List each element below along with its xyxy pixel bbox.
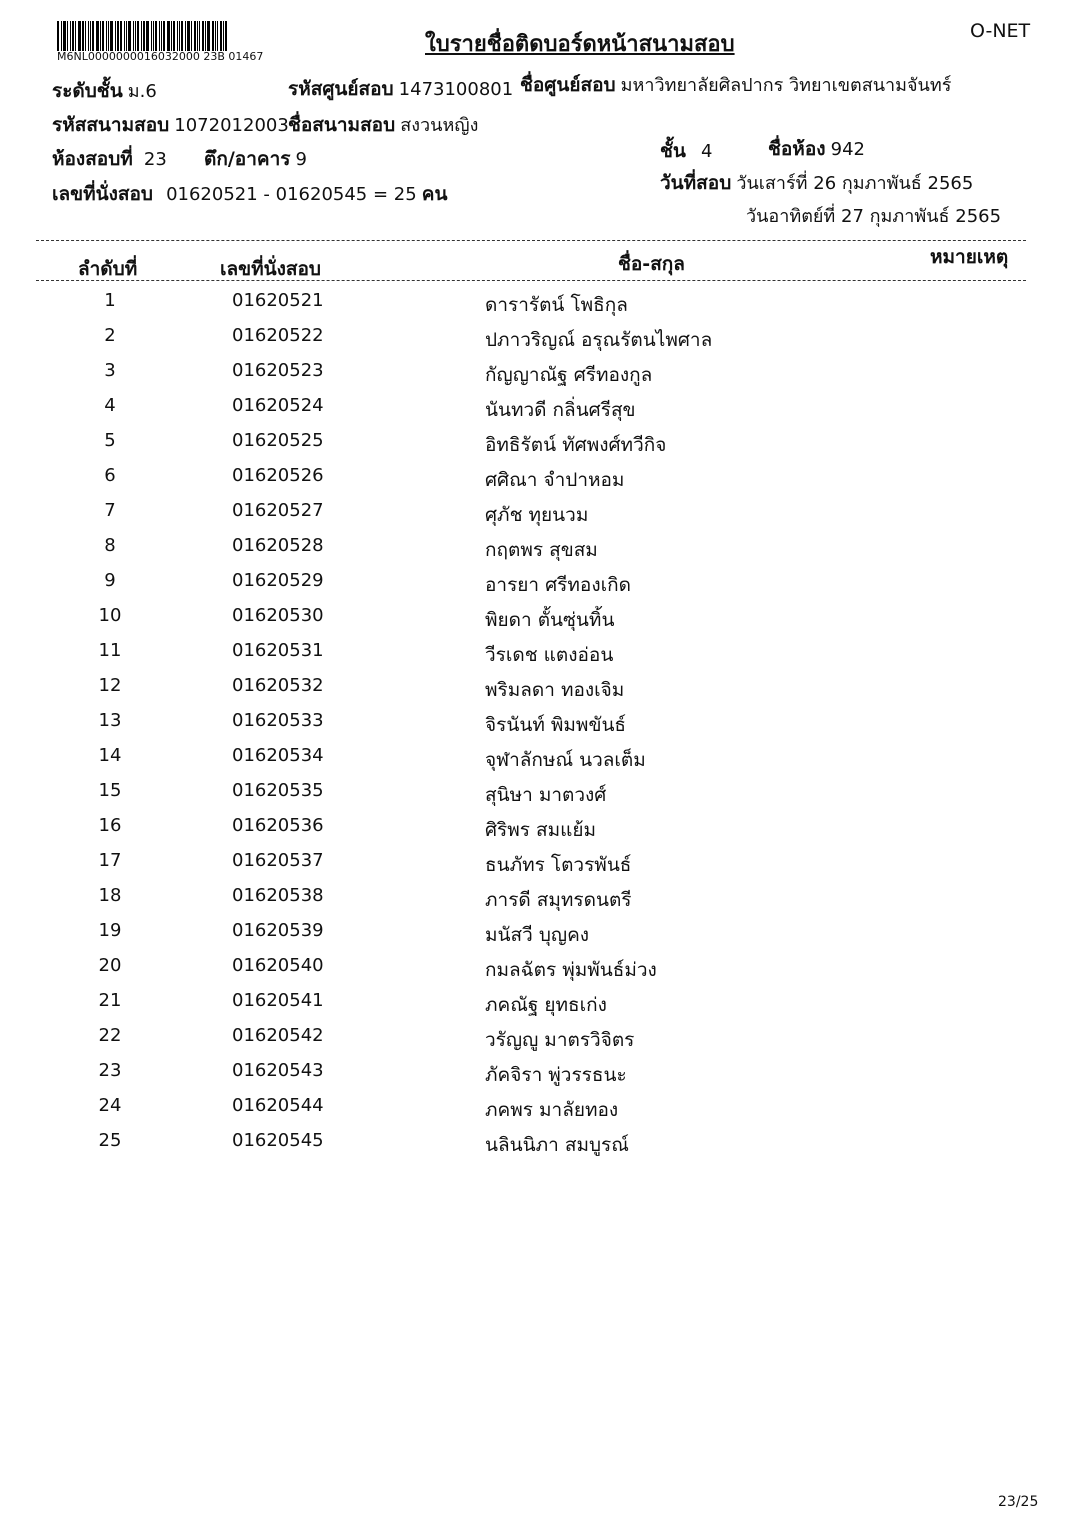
- row-number: 24: [98, 1095, 122, 1116]
- row-seat-number: 01620523: [232, 360, 324, 381]
- barcode-bar: [67, 21, 68, 51]
- row-number: 23: [98, 1060, 122, 1081]
- row-seat-number: 01620521: [232, 290, 324, 311]
- barcode-bar: [90, 21, 91, 51]
- row-name: กัญญาณัฐ ศรีทองกูล: [485, 364, 653, 386]
- barcode-bar: [102, 21, 104, 51]
- row-number: 20: [98, 955, 122, 976]
- site-name-value: สงวนหญิง: [400, 115, 479, 136]
- floor-field: [660, 136, 712, 166]
- table-row: [0, 955, 1070, 990]
- barcode-bar: [115, 21, 116, 51]
- table-row: [0, 430, 1070, 465]
- site-name-label: ชื่อสนามสอบ: [288, 114, 396, 136]
- table-row: [0, 1025, 1070, 1060]
- table-row: [0, 535, 1070, 570]
- barcode-graphic: [57, 21, 267, 51]
- barcode-bar: [108, 21, 109, 51]
- table-row: [0, 710, 1070, 745]
- barcode-bar: [179, 21, 180, 51]
- row-seat-number: 01620522: [232, 325, 324, 346]
- site-code-field: [52, 110, 289, 140]
- site-code-label: รหัสสนามสอบ: [52, 114, 170, 136]
- row-number: 18: [98, 885, 122, 906]
- barcode-bar: [126, 21, 127, 51]
- table-row: [0, 780, 1070, 815]
- level-value: ม.6: [127, 81, 157, 102]
- barcode-text: M6NL0000000016032000 23B 01467: [57, 50, 264, 63]
- barcode-bar: [205, 21, 206, 51]
- row-seat-number: 01620542: [232, 1025, 324, 1046]
- room-name-label: ชื่อห้อง: [768, 138, 826, 160]
- table-row: [0, 395, 1070, 430]
- row-seat-number: 01620524: [232, 395, 324, 416]
- row-name: ศิริพร สมแย้ม: [485, 819, 597, 841]
- table-row: [0, 1060, 1070, 1095]
- table-row: [0, 325, 1070, 360]
- row-seat-number: 01620543: [232, 1060, 324, 1081]
- seat-range-label: เลขที่นั่งสอบ: [52, 183, 153, 205]
- barcode-bar: [155, 21, 157, 51]
- row-seat-number: 01620536: [232, 815, 324, 836]
- building-value: 9: [295, 149, 307, 170]
- row-seat-number: 01620525: [232, 430, 324, 451]
- table-row: [0, 885, 1070, 920]
- barcode-bar: [92, 21, 94, 51]
- table-row: [0, 745, 1070, 780]
- table-row: [0, 570, 1070, 605]
- table-row: [0, 920, 1070, 955]
- level-label: ระดับชั้น: [52, 80, 123, 102]
- table-top-divider: [36, 240, 1026, 241]
- barcode-bar: [167, 21, 170, 51]
- row-seat-number: 01620527: [232, 500, 324, 521]
- row-seat-number: 01620529: [232, 570, 324, 591]
- row-name: ภัคจิรา พู่วรรธนะ: [485, 1064, 627, 1086]
- table-row: [0, 675, 1070, 710]
- barcode-bar: [135, 21, 136, 51]
- barcode-bar: [202, 21, 204, 51]
- room-no-label: ห้องสอบที่: [52, 148, 133, 170]
- exam-date-field: [660, 168, 973, 198]
- table-row: [0, 500, 1070, 535]
- barcode-bar: [88, 21, 89, 51]
- row-number: 13: [98, 710, 122, 731]
- header-note: หมายเหตุ: [930, 246, 1009, 268]
- room-name-field: [768, 134, 865, 164]
- row-name: ดารารัตน์ โพธิกุล: [485, 294, 628, 316]
- row-number: 10: [98, 605, 122, 626]
- table-row: [0, 850, 1070, 885]
- site-code-value: 1072012003: [174, 115, 289, 136]
- barcode-bar: [151, 21, 152, 51]
- row-number: 7: [104, 500, 116, 521]
- seat-range-unit: คน: [421, 183, 448, 205]
- table-row: [0, 605, 1070, 640]
- barcode-bar: [161, 21, 162, 51]
- barcode-bar: [70, 21, 71, 51]
- table-row: [0, 990, 1070, 1025]
- row-name: อิทธิรัตน์ ทัศพงศ์ทวีกิจ: [485, 434, 667, 456]
- seat-range-field: [52, 179, 447, 209]
- barcode-bar: [194, 21, 196, 51]
- barcode-bar: [217, 21, 218, 51]
- barcode-bar: [100, 21, 101, 51]
- barcode-bar: [72, 21, 74, 51]
- table-row: [0, 290, 1070, 325]
- center-name-field: [520, 70, 951, 100]
- row-name: อารยา ศรีทองเกิด: [485, 574, 631, 596]
- row-seat-number: 01620539: [232, 920, 324, 941]
- table-row: [0, 815, 1070, 850]
- row-name: นลินนิภา สมบูรณ์: [485, 1134, 629, 1156]
- barcode-bar: [141, 21, 142, 51]
- row-number: 8: [104, 535, 116, 556]
- row-name: พริมลดา ทองเจิม: [485, 679, 625, 701]
- barcode-bar: [124, 21, 125, 51]
- row-number: 9: [104, 570, 116, 591]
- barcode-bar: [197, 21, 198, 51]
- row-seat-number: 01620526: [232, 465, 324, 486]
- row-name: จิรนันท์ พิมพขันธ์: [485, 714, 627, 736]
- row-number: 15: [98, 780, 122, 801]
- barcode-bar: [163, 21, 165, 51]
- center-code-label: รหัสศูนย์สอบ: [288, 78, 394, 100]
- page-number: 23/25: [998, 1494, 1039, 1510]
- row-name: วรัญญู มาตรวิจิตร: [485, 1029, 635, 1051]
- row-number: 12: [98, 675, 122, 696]
- barcode-bar: [223, 21, 224, 51]
- barcode-bar: [75, 21, 76, 51]
- row-number: 19: [98, 920, 122, 941]
- barcode-bar: [153, 21, 154, 51]
- row-name: ปภาวริญณ์ อรุณรัตนไพศาล: [485, 329, 713, 351]
- row-name: พิยดา ตั้นซุ่นทิ้น: [485, 609, 615, 631]
- row-number: 2: [104, 325, 116, 346]
- row-seat-number: 01620538: [232, 885, 324, 906]
- row-name: ภารดี สมุทรดนตรี: [485, 889, 632, 911]
- row-name: จุฬาลักษณ์ นวลเต็ม: [485, 749, 646, 771]
- barcode-bar: [146, 21, 149, 51]
- barcode-bar: [187, 21, 190, 51]
- row-number: 4: [104, 395, 116, 416]
- row-name: ภคพร มาลัยทอง: [485, 1099, 619, 1121]
- room-no-value: 23: [143, 149, 167, 170]
- seat-range-value: 01620521 - 01620545 = 25: [166, 184, 417, 205]
- exam-date-day2: วันอาทิตย์ที่ 27 กุมภาพันธ์ 2565: [746, 206, 1002, 227]
- row-name: ศศิณา จำปาหอม: [485, 469, 625, 491]
- row-seat-number: 01620528: [232, 535, 324, 556]
- exam-tag: O-NET: [970, 20, 1031, 42]
- barcode-bar: [110, 21, 113, 51]
- building-field: [204, 144, 307, 174]
- row-name: สุนิษา มาตวงศ์: [485, 784, 607, 806]
- row-number: 17: [98, 850, 122, 871]
- site-name-field: [288, 110, 478, 140]
- row-name: นันทวดี กลิ่นศรีสุข: [485, 399, 636, 421]
- row-name: ธนภัทร โตวรพันธ์: [485, 854, 632, 876]
- exam-date-label: วันที่สอบ: [660, 172, 732, 194]
- row-number: 6: [104, 465, 116, 486]
- row-seat-number: 01620541: [232, 990, 324, 1011]
- row-number: 14: [98, 745, 122, 766]
- barcode-bar: [120, 21, 122, 51]
- page-title: ใบรายชื่อติดบอร์ดหน้าสนามสอบ: [425, 32, 735, 57]
- row-seat-number: 01620540: [232, 955, 324, 976]
- barcode-bar: [185, 21, 186, 51]
- barcode-bar: [117, 21, 119, 51]
- row-number: 22: [98, 1025, 122, 1046]
- row-name: ศุภัช ทุยนวม: [485, 504, 589, 526]
- row-name: กมลฉัตร พุ่มพันธ์ม่วง: [485, 959, 657, 981]
- row-number: 5: [104, 430, 116, 451]
- row-name: วีรเดช แตงอ่อน: [485, 644, 614, 666]
- barcode-bar: [137, 21, 139, 51]
- row-name: กฤตพร สุขสม: [485, 539, 598, 561]
- row-number: 11: [98, 640, 122, 661]
- row-number: 3: [104, 360, 116, 381]
- table-row: [0, 640, 1070, 675]
- barcode-bar: [133, 21, 134, 51]
- row-seat-number: 01620535: [232, 780, 324, 801]
- header-seat: เลขที่นั่งสอบ: [220, 258, 321, 280]
- row-seat-number: 01620532: [232, 675, 324, 696]
- barcode-bar: [181, 21, 183, 51]
- table-row: [0, 465, 1070, 500]
- barcode-bar: [191, 21, 192, 51]
- barcode-bar: [63, 21, 66, 51]
- center-code-field: [288, 74, 513, 104]
- row-name: มนัสวี บุญคง: [485, 924, 590, 946]
- center-name-label: ชื่อศูนย์สอบ: [520, 74, 616, 96]
- barcode-bar: [212, 21, 214, 51]
- row-number: 21: [98, 990, 122, 1011]
- barcode-bar: [171, 21, 172, 51]
- row-number: 1: [104, 290, 116, 311]
- table-row: [0, 360, 1070, 395]
- barcode-bar: [220, 21, 222, 51]
- row-seat-number: 01620530: [232, 605, 324, 626]
- row-number: 16: [98, 815, 122, 836]
- center-code-value: 1473100801: [398, 79, 514, 100]
- header-no: ลำดับที่: [78, 258, 138, 280]
- barcode-bar: [82, 21, 84, 51]
- level-field: [52, 76, 157, 106]
- barcode-bar: [215, 21, 216, 51]
- barcode-bar: [128, 21, 131, 51]
- row-seat-number: 01620544: [232, 1095, 324, 1116]
- row-number: 25: [98, 1130, 122, 1151]
- room-name-value: 942: [830, 139, 865, 160]
- row-name: ภคณัฐ ยุทธเก่ง: [485, 994, 607, 1016]
- header-name: ชื่อ-สกุล: [618, 253, 685, 275]
- table-row: [0, 1130, 1070, 1165]
- floor-label: ชั้น: [660, 140, 686, 162]
- barcode-bar: [207, 21, 210, 51]
- row-seat-number: 01620545: [232, 1130, 324, 1151]
- row-seat-number: 01620531: [232, 640, 324, 661]
- barcode-bar: [143, 21, 145, 51]
- row-seat-number: 01620534: [232, 745, 324, 766]
- barcode-bar: [106, 21, 107, 51]
- floor-value: 4: [700, 141, 713, 162]
- row-seat-number: 01620533: [232, 710, 324, 731]
- building-label: ตึก/อาคาร: [204, 148, 291, 170]
- exam-date-day1: วันเสาร์ที่ 26 กุมภาพันธ์ 2565: [736, 173, 974, 194]
- barcode-bar: [57, 21, 59, 51]
- barcode-bar: [78, 21, 81, 51]
- barcode-bar: [177, 21, 178, 51]
- barcode-bar: [85, 21, 86, 51]
- row-seat-number: 01620537: [232, 850, 324, 871]
- room-no-field: [52, 144, 167, 174]
- center-name-value: มหาวิทยาลัยศิลปากร วิทยาเขตสนามจันทร์: [620, 75, 952, 96]
- barcode-bar: [61, 21, 62, 51]
- barcode-bar: [159, 21, 160, 51]
- barcode-bar: [96, 21, 99, 51]
- table-row: [0, 1095, 1070, 1130]
- barcode-bar: [199, 21, 200, 51]
- table-header-divider: [36, 280, 1026, 281]
- barcode-bar: [173, 21, 175, 51]
- barcode-bar: [225, 21, 227, 51]
